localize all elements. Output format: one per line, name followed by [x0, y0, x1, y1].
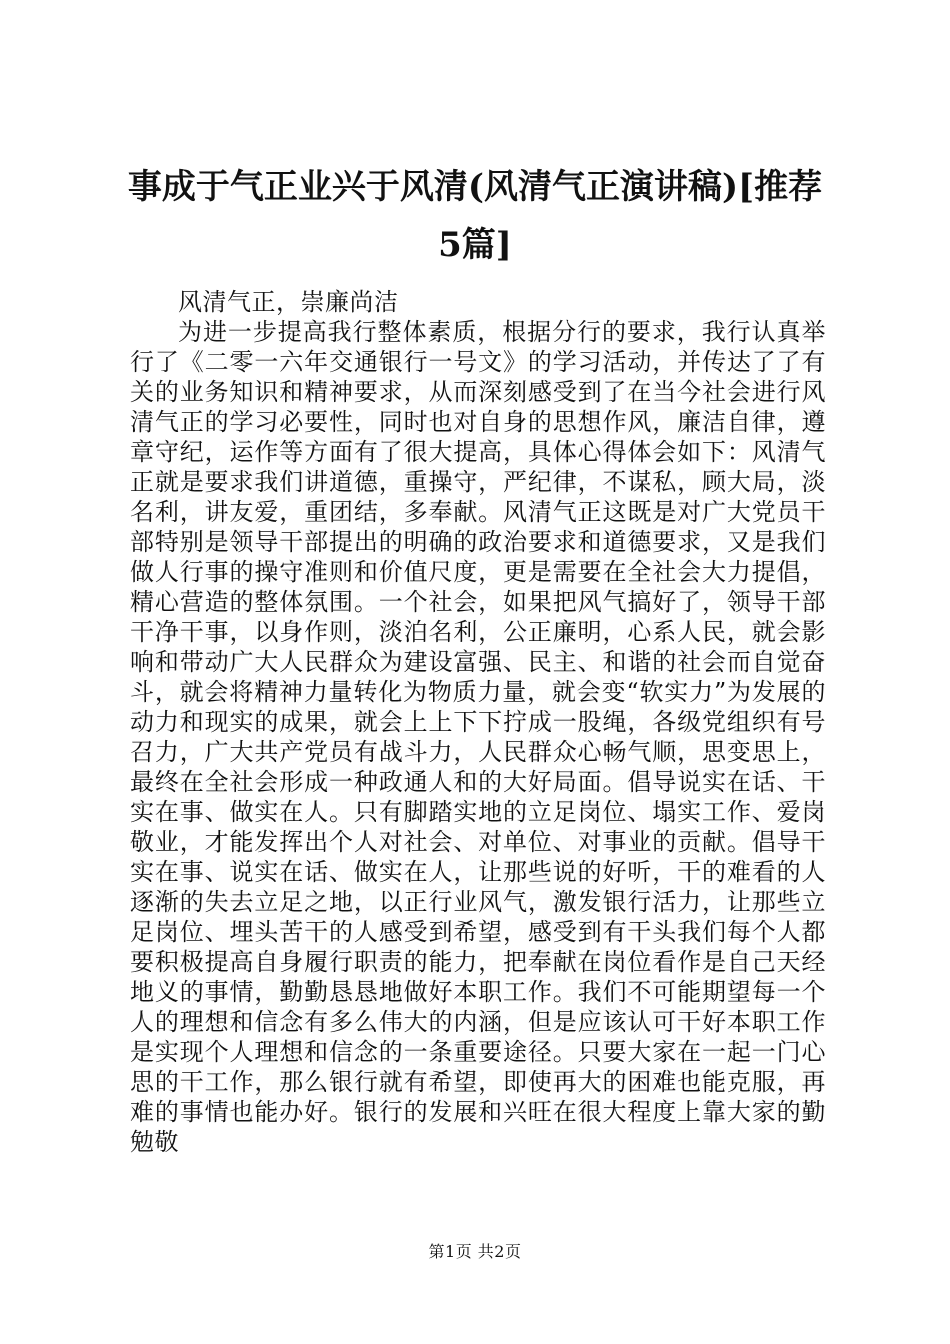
document-title: 事成于气正业兴于风清(风清气正演讲稿)[推荐5篇] [127, 167, 823, 265]
document-body [130, 287, 826, 1157]
paragraph-heading: 风清气正，崇廉尚洁 [178, 288, 399, 316]
paragraph-main: 为进一步提高我行整体素质，根据分行的要求，我行认真举行了《二零一六年交通银行一号文》的学习活动，并传达了了有关的业务知识和精神要求，从而深刻感受到了在当今社会进行风清气正的学习必要性，同时也对自身的思想作风，廉洁自律，遵章守纪，运作等方面有了很大提高，具体心得体会如下：风清气正就是要求我们讲道德，重操守，严纪律，不谋私，顾大局，淡名利，讲友爱，重团结，多奉献。风清气正这既是对广大党员干部特别是领导干部提出的明确的政治要求和道德要求，又是我们做人行事的操守准则和价值尺度，更是需要在全社会大力提倡，精心营造的整体氛围。一个社会，如果把风气搞好了，领导干部干净干事，以身作则，淡泊名利，公正廉明，心系人民，就会影响和带动广大人民群众为建设富强、民主、和谐的社会而自觉奋斗，就会将精神力量转化为物质力量，就会变“软实力”为发展的动力和现实的成果，就会上上下下拧成一股绳，各级党组织有号召力，广大共产党员有战斗力，人民群众心畅气顺，思变思上，最终在全社会形成一种政通人和的大好局面。倡导说实在话、干实在事、做实在人。只有脚踏实地的立足岗位、塌实工作、爱岗敬业，才能发挥出个人对社会、对单位、对事业的贡献。倡导干实在事、说实在话、做实在人，让那些说的好听，干的难看的人逐渐的失去立足之地，以正行业风气，激发银行活力，让那些立足岗位、埋头苦干的人感受到希望，感受到有干头我们每个人都要积极提高自身履行职责的能力，把奉献在岗位看作是自己天经地义的事情，勤勤恳恳地做好本职工作。我们不可能期望每一个人的理想和信念有多么伟大的内涵，但是应该认可干好本职工作是实现个人理想和信念的一条重要途径。只要大家在一起一门心思的干工作，那么银行就有希望，即使再大的困难也能克服，再难的事情也能办好。银行的发展和兴旺在很大程度上靠大家的勤勉敬 [130, 318, 826, 1156]
page-footer: 第1页 共2页 [428, 1242, 522, 1261]
